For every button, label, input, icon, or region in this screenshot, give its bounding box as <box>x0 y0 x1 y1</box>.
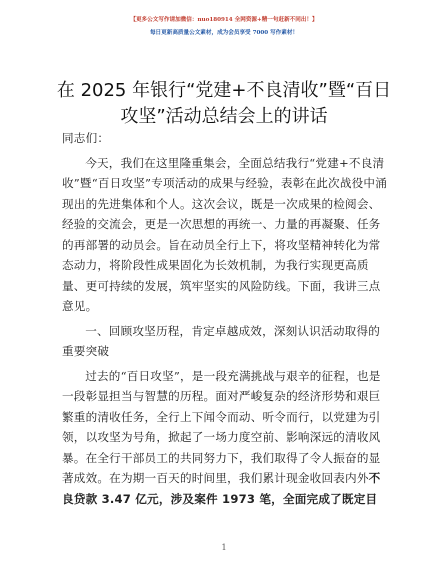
greeting: 同志们： <box>62 131 110 145</box>
paragraph-intro: 今天，我们在这里隆重集会，全面总结我行“党建+不良清收”暨“百日攻坚”专项活动的成果与经验，表彰在此次战役中涌现出的先进集体和个人。这次会议，既是一次成果的检阅会、经验的交流会，更是一次思想的再统一、力量的再凝聚、任务的再部署的动员会。旨在动员全行上下，将攻坚精神转化为常态动力，将阶段性成果固化为长效机制，为我行实现更高质量、更可持续的发展，筑牢坚实的风险防线。下面，我讲三点意见。 <box>62 155 388 313</box>
promo-banner-line-2: 每日更新高质量公文素材，成为会员享受 7000 写作素材！ <box>149 30 299 36</box>
document-title: 在 2025 年银行“党建+不良清收”暨“百日攻坚”活动总结会上的讲话 <box>56 80 392 127</box>
paragraph-review-bold-text: 不良贷款 3.47 亿元，涉及案件 1973 笔，全面完成了既定目 <box>62 471 381 506</box>
page-number: 1 <box>221 543 227 552</box>
paragraph-review-text: 过去的“百日攻坚”，是一段充满挑战与艰辛的征程，也是一段彰显担当与智慧的历程。面对严峻复杂的经济形势和艰巨繁重的清收任务，全行上下闻令而动、听令而行，以党建为引领，以攻坚为号角，掀起了一场力度空前、影响深远的清收风暴。在全行干部员工的共同努力下，我们取得了令人振奋的显著成效。在为期一百天的时间里，我们累计现金收回表内外 <box>62 368 381 485</box>
paragraph-review <box>62 366 388 510</box>
promo-banner-line-1: 【更多公文写作请加微信：nuo180914 全网资源+精一句赶新不同出！】 <box>130 17 318 23</box>
section-heading-1: 一、回顾攻坚历程，肯定卓越成效，深刻认识活动取得的重要突破 <box>62 323 381 358</box>
document-body <box>62 128 388 513</box>
